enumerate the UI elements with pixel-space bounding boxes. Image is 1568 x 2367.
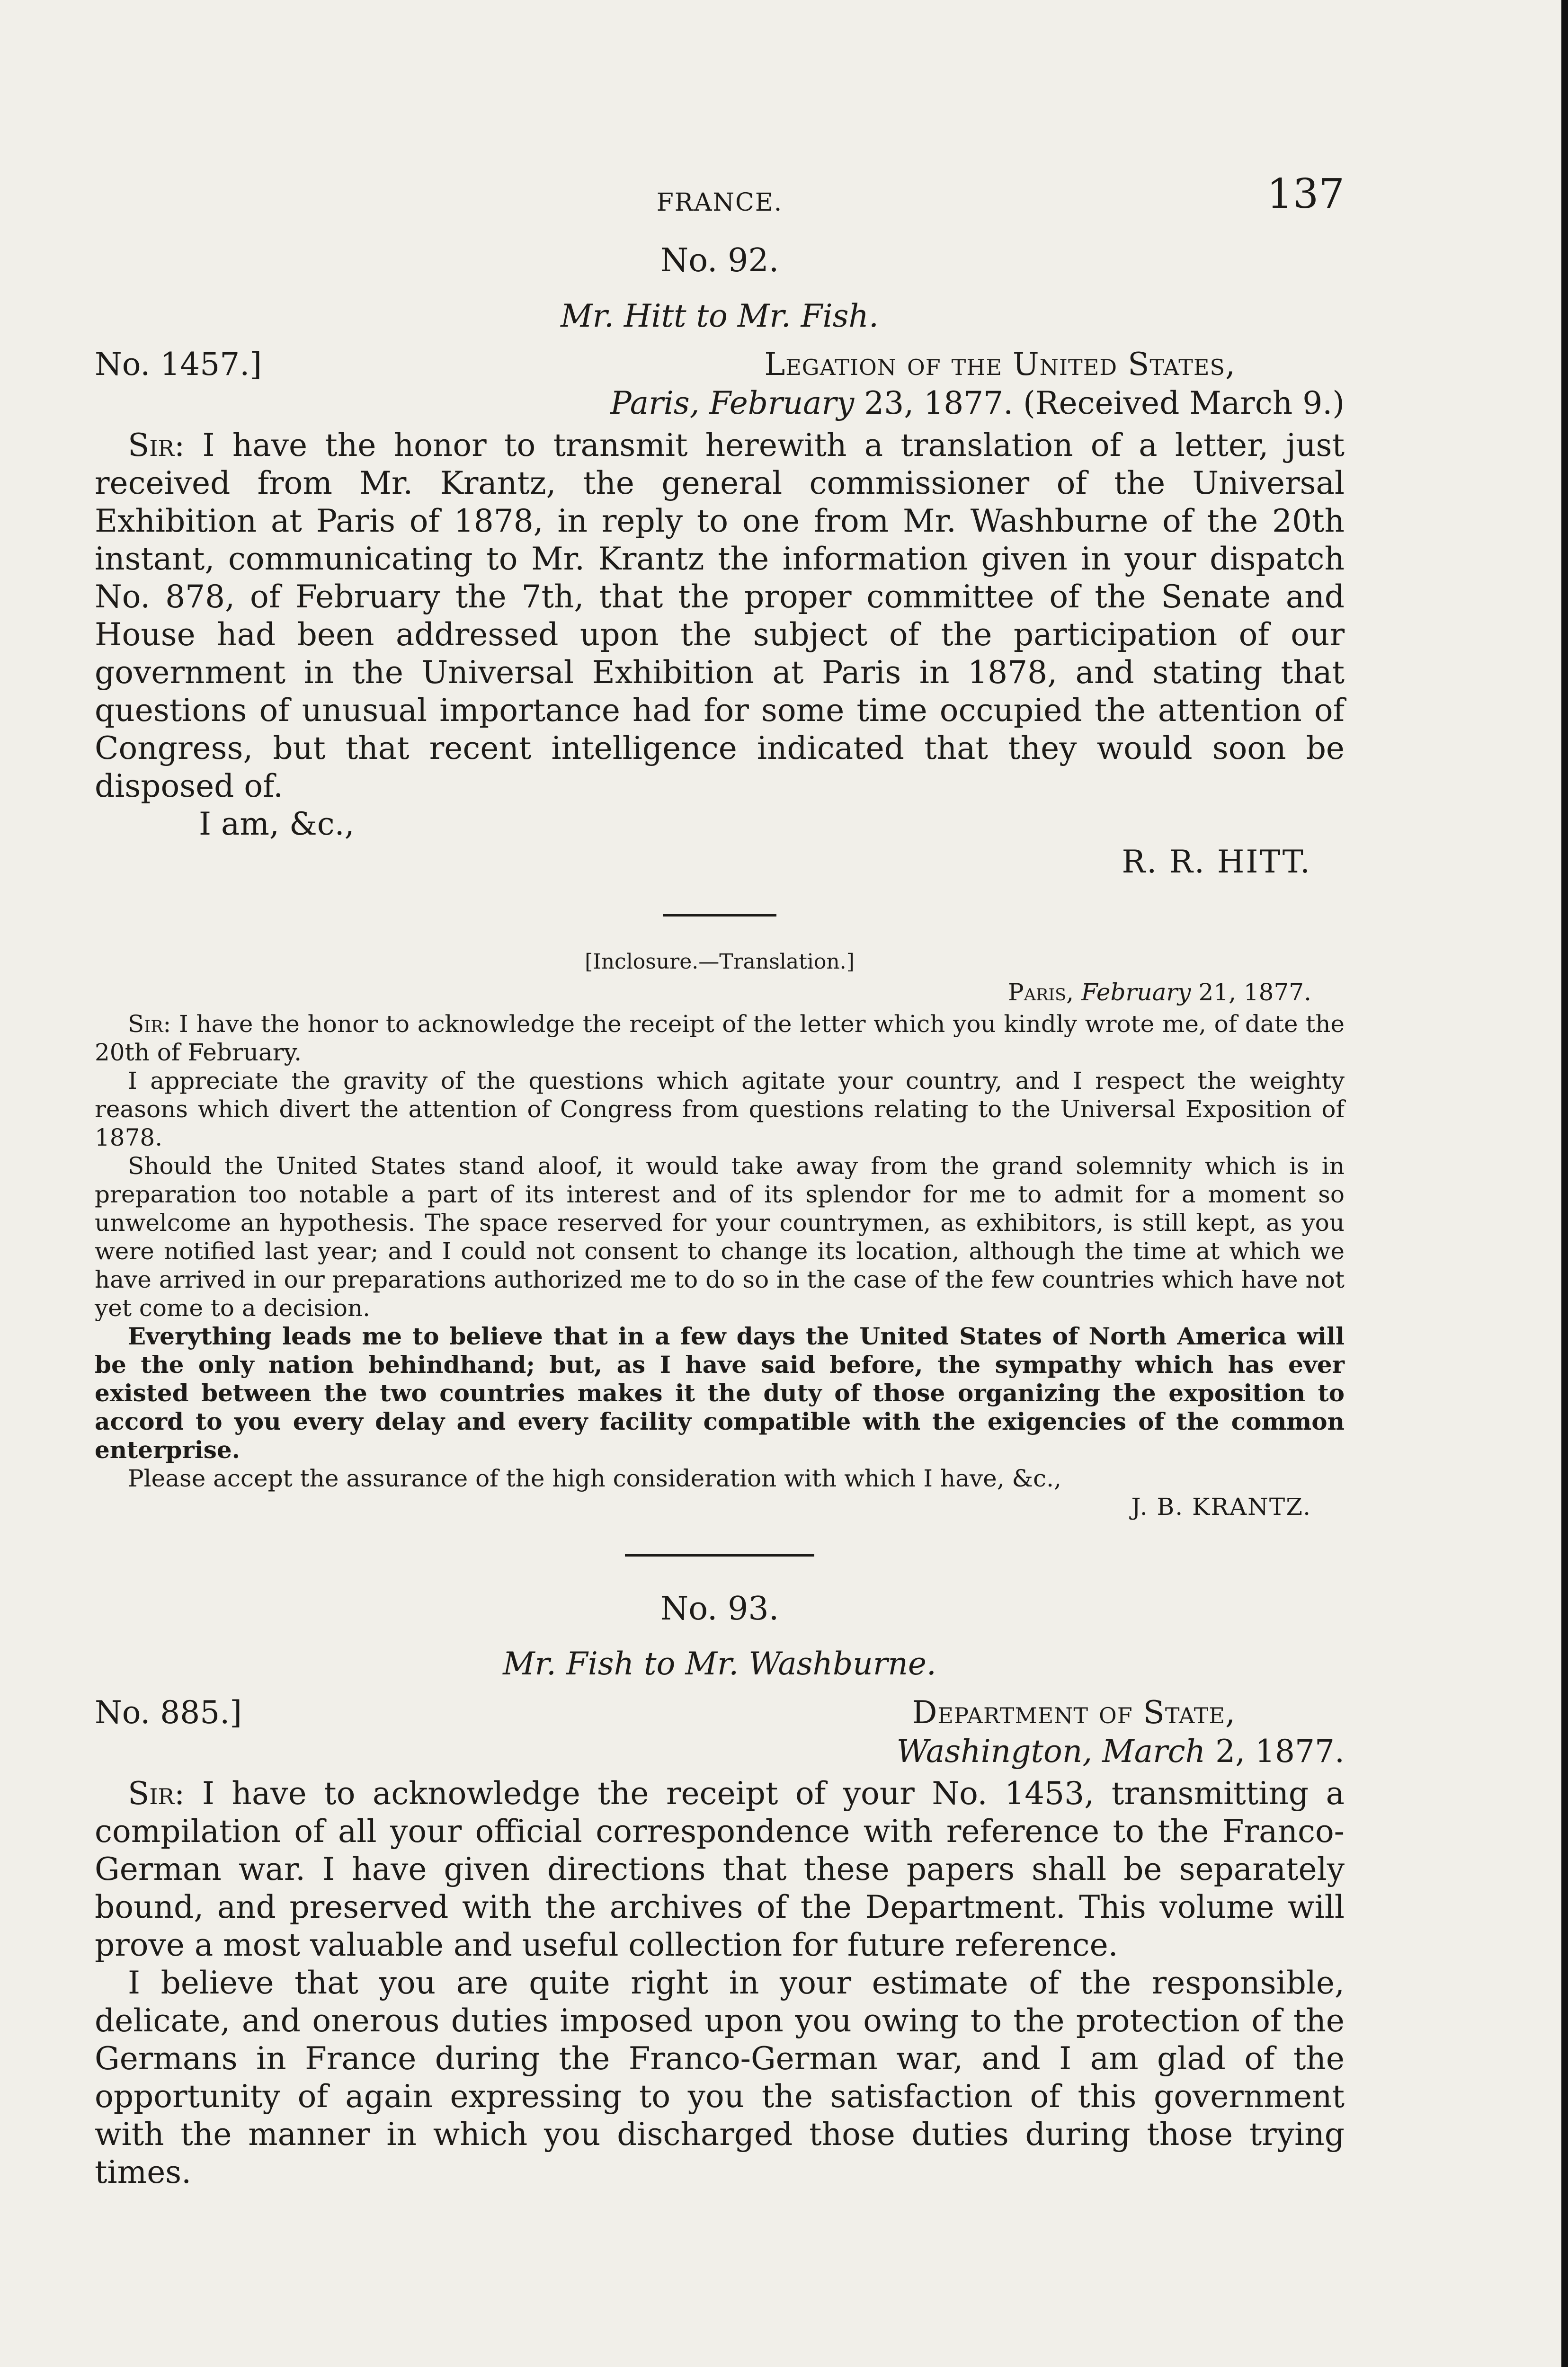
- enclosure-date: 21, 1877.: [1191, 978, 1311, 1006]
- doc-93-heading: Mr. Fish to Mr. Washburne.: [503, 1646, 936, 1682]
- doc-93-origin: Department of State,: [912, 1694, 1236, 1731]
- doc-92-paragraph-text: I have the honor to transmit herewith a translation of a letter, just received from Mr. Krantz, the general commissioner of the Universal Exhibition at Paris of 1878, in reply to one from Mr. Washburne of the 20th instant, communicating to Mr. Krantz the information given in your dispatch No. 878, of February the 7th, that the proper committee of the Senate and House had been addressed upon the subject of the participation of our government in the Universal Exhibition at Paris in 1878, and stating that questions of unusual importance had for some time occupied the attention of Congress, but that recent intelligence indicated that they would soon be disposed of.: [95, 427, 1345, 804]
- doc-93-salutation: Sir:: [128, 1775, 185, 1812]
- enclosure-paragraph: Should the United States stand aloof, it would take away from the grand solemnity which is in preparation too notable a part of its interest and of its splendor for me to admit for a moment so unwelcome an hypothesis. The space reserved for your countrymen, as exhibitors, is still kept, as you were notified last year; and I could not consent to change its location, although the time at which we have arrived in our preparations authorized me to do so in the case of the few countries which have not yet come to a decision.: [95, 1152, 1345, 1322]
- enclosure-salutation: Sir:: [128, 1010, 171, 1038]
- doc-92-salutation: Sir:: [128, 427, 185, 463]
- section-divider: [663, 914, 776, 917]
- enclosure-signature: J. B. KRANTZ.: [1131, 1493, 1311, 1521]
- doc-92-dateline: [95, 346, 1345, 427]
- doc-93-number: No. 93.: [660, 1590, 779, 1628]
- enclosure-paragraph-text: I have the honor to acknowledge the receipt of the letter which you kindly wrote me, of date the 20th of February.: [95, 1010, 1345, 1066]
- enclosure-body: [95, 1010, 1345, 1464]
- doc-93-file-number: No. 885.]: [95, 1694, 242, 1731]
- doc-92-file-number: No. 1457.]: [95, 346, 262, 383]
- page-number: 137: [1266, 170, 1345, 218]
- running-head: [95, 170, 1345, 222]
- doc-92-place-date: [610, 385, 1345, 421]
- doc-92-closing: I am, &c.,: [199, 805, 355, 842]
- enclosure-paragraph: [95, 1010, 1345, 1067]
- doc-93-place-date: [897, 1733, 1345, 1770]
- doc-92-place: Paris, February: [610, 384, 855, 421]
- doc-93-paragraph: I believe that you are quite right in your estimate of the responsible, delicate, and onerous duties imposed upon you owing to the protection of the Germans in France during the Franco-German war, and I am glad of the opportunity of again expressing to you the satisfaction of this government with the manner in which you discharged those duties during those trying times.: [95, 1964, 1345, 2190]
- doc-93-place: Washington, March: [896, 1733, 1206, 1770]
- doc-92-signature: R. R. HITT.: [1122, 843, 1311, 880]
- doc-92-body: [95, 427, 1345, 805]
- enclosure-place-date: [95, 979, 1311, 1006]
- doc-92-paragraph: [95, 427, 1345, 805]
- section-divider: [625, 1554, 814, 1557]
- doc-93-body: [95, 1775, 1345, 2191]
- scan-edge: [1561, 0, 1568, 2367]
- doc-93-dateline: [95, 1694, 1345, 1775]
- enclosure-label: [Inclosure.—Translation.]: [585, 949, 855, 974]
- enclosure-paragraph: Everything leads me to believe that in a few days the United States of North America will be the only nation behindhand; but, as I have said before, the sympathy which has ever existed between the two countries makes it the duty of those organizing the exposition to accord to you every delay and every facility compatible with the exigencies of the common enterprise.: [95, 1322, 1345, 1464]
- doc-93-paragraph: [95, 1775, 1345, 1964]
- enclosure-month: February: [1081, 978, 1191, 1006]
- doc-92-date: 23, 1877.: [854, 384, 1014, 421]
- running-title: FRANCE.: [656, 188, 783, 217]
- doc-92-origin: Legation of the United States,: [764, 346, 1236, 383]
- doc-93-paragraph-text: I have to acknowledge the receipt of your No. 1453, transmitting a compilation of all your official correspondence with reference to the Franco-German war. I have given directions that these papers shall be separately bound, and preserved with the archives of the Department. This volume will prove a most valuable and useful collection for future reference.: [95, 1775, 1345, 1963]
- page-content: [95, 170, 1345, 2191]
- doc-92-heading: Mr. Hitt to Mr. Fish.: [561, 297, 879, 334]
- doc-92-number: No. 92.: [660, 242, 779, 279]
- enclosure-closing: Please accept the assurance of the high consideration with which I have, &c.,: [128, 1464, 1061, 1492]
- enclosure-place: Paris,: [1008, 978, 1074, 1006]
- doc-93-date: 2, 1877.: [1205, 1733, 1345, 1770]
- doc-92-received: (Received March 9.): [1023, 384, 1345, 421]
- enclosure-paragraph: I appreciate the gravity of the questions which agitate your country, and I respect the weighty reasons which divert the attention of Congress from questions relating to the Universal Exposition of 1878.: [95, 1067, 1345, 1151]
